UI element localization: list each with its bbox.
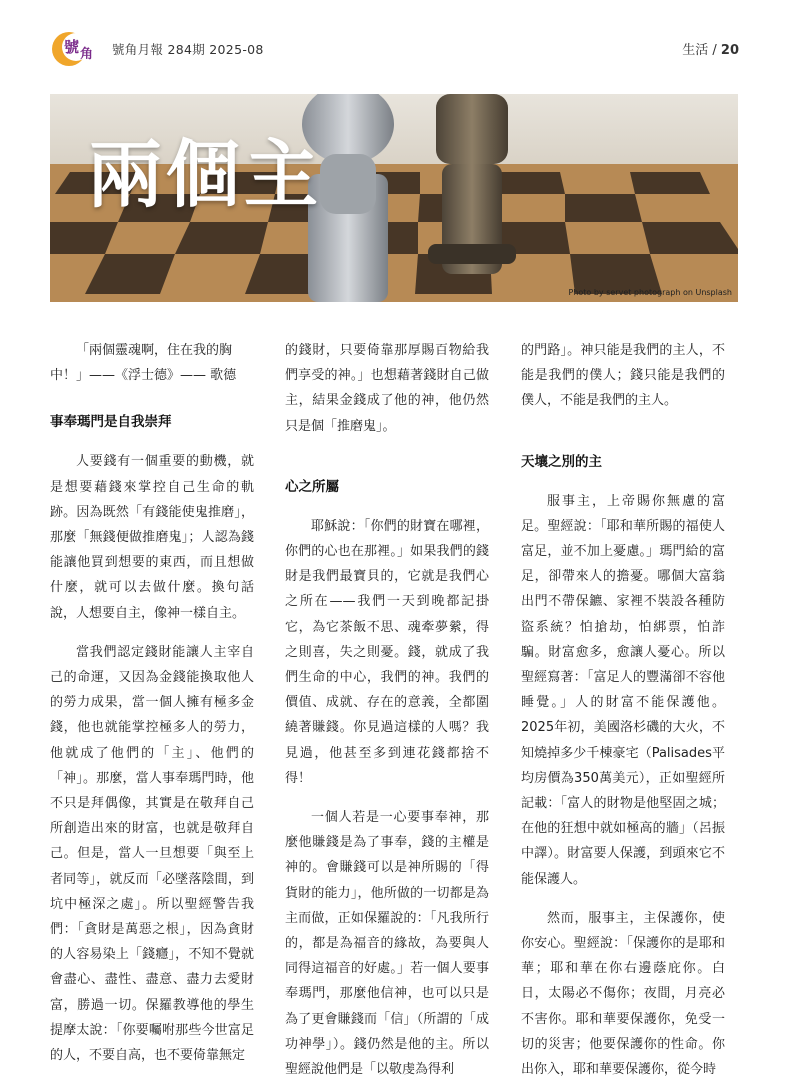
svg-text:號: 號 bbox=[64, 38, 80, 56]
section-name: 生活 bbox=[682, 43, 709, 58]
article-title: 兩個主 bbox=[88, 132, 322, 218]
paragraph: 的錢財，只要倚靠那厚賜百物給我們享受的神。」也想藉著錢財自己做主，結果金錢成了他的神，他仍然只是個「推磨鬼」。 bbox=[285, 343, 489, 434]
paragraph: 的門路」。神只能是我們的主人，不能是我們的僕人；錢只能是我們的僕人，不能是我們的主人。 bbox=[521, 343, 725, 409]
paragraph: 耶穌說：「你們的財寶在哪裡，你們的心也在那裡。」如果我們的錢財是我們最寶貝的，它就是我們心之所在——我們一天到晚都記掛它，為它茶飯不思、魂牽夢縈，得之則喜，失之則憂。錢，就成了我們生命的中心，我們的神。我們的價值、成就、存在的意義，全都圍繞著賺錢。你見過這樣的人嗎？我見過，他甚至多到連花錢都捨不得！ bbox=[285, 518, 489, 786]
column-1 bbox=[50, 338, 254, 1068]
column-3 bbox=[521, 338, 725, 1082]
paragraph: 一個人若是一心要事奉神，那麼他賺錢是為了事奉，錢的主權是神的。會賺錢可以是神所賜的「得貨財的能力」，他所做的一切都是為主而做，正如保羅說的：「凡我所行的，都是為福音的緣故，為要與人同得這福音的好處。」若一個人要事奉瑪門，那麼他信神，也可以只是為了更會賺錢而「信」（所謂的「成功神學」）。錢仍然是他的主。所以聖經說他們是「以敬虔為得利 bbox=[285, 810, 489, 1078]
epigraph-line-2: 中！」——《浮士德》—— 歌德 bbox=[50, 368, 237, 384]
paragraph: 人要錢有一個重要的動機，就是想要藉錢來掌控自己生命的軌跡。因為既然「有錢能使鬼推磨」，那麼「無錢便做推磨鬼」；人認為錢能讓他買到想要的東西，而且想做什麼，就可以去做什麼。換句話說，人想要自主，像神一樣自主。 bbox=[50, 454, 254, 621]
page-number: 20 bbox=[720, 43, 739, 58]
column-2 bbox=[285, 338, 489, 1082]
paragraph: 然而，服事主，主保護你，使你安心。聖經說：「保護你的是耶和華；耶和華在你右邊蔭庇你。白日，太陽必不傷你；夜間，月亮必不害你。耶和華要保護你，免受一切的災害；他要保護你的性命。你出你入，耶和華要保護你，從今時 bbox=[521, 910, 725, 1078]
paragraph: 當我們認定錢財能讓人主宰自己的命運，又因為金錢能換取他人的勞力成果，當一個人擁有極多金錢，他也就能掌控極多人的勞力，他就成了他們的「主」、他們的「神」。那麼，當人事奉瑪門時，他不只是拜偶像，其實是在敬拜自己所創造出來的財富，也就是敬拜自己。但是，當人一旦想要「與至上者同等」，就反而「必墜落陰間，到坑中極深之處」。所以聖經警告我們：「貪財是萬惡之根」，因為貪財的人容易染上「錢癮」，不知不覺就會盡心、盡性、盡意、盡力去愛財富，勝過一切。保羅教導他的學生提摩太說：「你要囑咐那些今世富足的人，不要自高，也不要倚靠無定 bbox=[50, 644, 254, 1064]
paragraph: 服事主，上帝賜你無慮的富足。聖經說：「耶和華所賜的福使人富足，並不加上憂慮。」瑪門給的富足，卻帶來人的擔憂。哪個大富翁出門不帶保鑣、家裡不裝設各種防盜系統？怕搶劫，怕綁票，怕詐騙。財富愈多，愈讓人憂心。所以聖經寫著：「富足人的豐滿卻不容他睡覺。」人的財富不能保護他。2025年初，美國洛杉磯的大火，不知燒掉多少千棟豪宅（Palisades平均房價為350萬美元），正如聖經所記載：「富人的財物是他堅固之城；在他的狂想中就如極高的牆」（呂振中譯）。財富要人保護，到頭來它不能保護人。 bbox=[521, 493, 725, 887]
section-page-label: 生活 / 20 bbox=[682, 43, 739, 58]
magazine-logo bbox=[50, 30, 98, 68]
photo-credit: Photo by servet photograph on Unsplash bbox=[568, 288, 732, 297]
hero-image bbox=[50, 94, 738, 302]
subheading-3: 天壤之別的主 bbox=[521, 453, 602, 470]
subheading-2: 心之所屬 bbox=[285, 478, 339, 495]
svg-text:角: 角 bbox=[80, 47, 94, 62]
epigraph-line-1: 「兩個靈魂啊，住在我的胸 bbox=[76, 343, 233, 358]
publication-info: 號角月報 284期 2025-08 bbox=[112, 42, 264, 57]
subheading-1: 事奉瑪門是自我崇拜 bbox=[50, 414, 172, 431]
page-header bbox=[50, 30, 739, 64]
